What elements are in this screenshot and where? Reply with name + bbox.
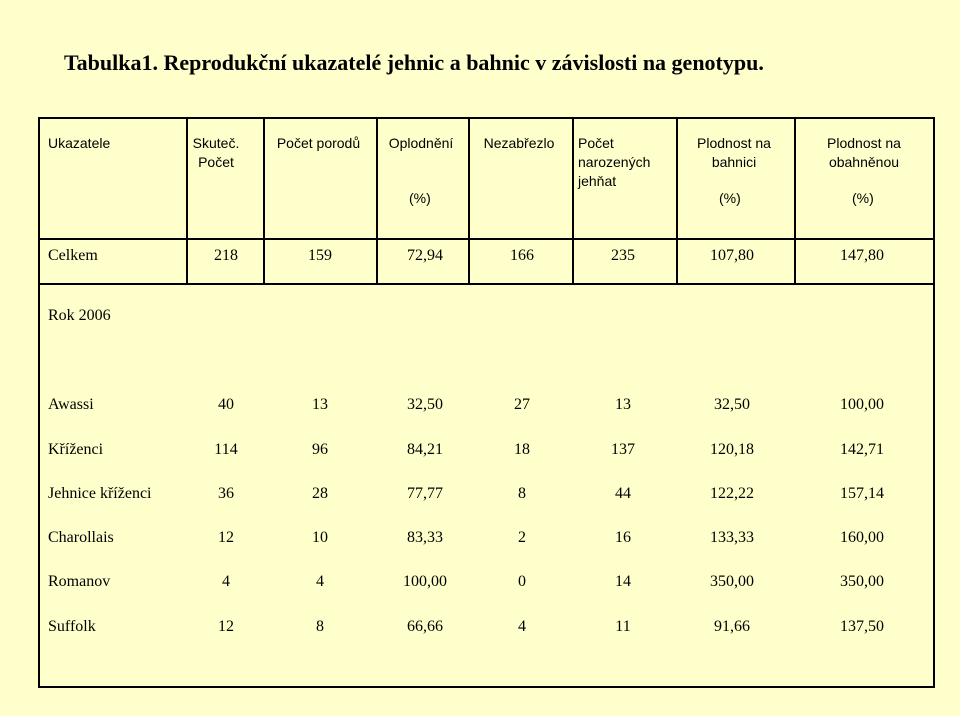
table-cell: 100,00: [840, 396, 884, 413]
header-plodnost-bahnici-line1: Plodnost na: [697, 135, 771, 151]
table-cell: 2: [518, 529, 526, 546]
table-cell: 40: [218, 396, 234, 413]
table-cell: 4: [222, 573, 230, 590]
total-cell: 235: [611, 247, 635, 264]
header-plodnost-bahnici: [675, 134, 793, 172]
year-label: Rok 2006: [48, 307, 111, 324]
table-cell: 28: [312, 485, 328, 502]
table-cell: 10: [312, 529, 328, 546]
table-cell: 137,50: [840, 618, 884, 635]
row-divider: [40, 283, 933, 285]
total-cell: 147,80: [840, 247, 884, 264]
header-oplodneni-unit: (%): [409, 190, 431, 206]
header-skutec-line2: Počet: [198, 154, 234, 170]
header-plodnost-obahnenou: [793, 134, 935, 172]
table-cell: 100,00: [403, 573, 447, 590]
table-cell: 114: [214, 441, 238, 458]
row-label: Suffolk: [48, 618, 96, 635]
table-cell: 0: [518, 573, 526, 590]
header-skutec: [186, 134, 246, 172]
table-cell: 350,00: [710, 573, 754, 590]
header-plodnost-obahnenou-line2: obahněnou: [828, 154, 900, 170]
header-plodnost-bahnici-line2: bahnici: [711, 154, 757, 170]
table-cell: 13: [615, 396, 631, 413]
table-cell: 12: [218, 618, 234, 635]
header-plodnost-bahnici-unit: (%): [719, 190, 741, 206]
row-label: Jehnice kříženci: [48, 485, 152, 502]
table-cell: 96: [312, 441, 328, 458]
table-cell: 83,33: [407, 529, 443, 546]
header-ukazatele: Ukazatele: [48, 135, 111, 151]
total-cell: 166: [510, 247, 534, 264]
table-cell: 16: [615, 529, 631, 546]
table-cell: 66,66: [407, 618, 443, 635]
total-cell: 159: [308, 247, 332, 264]
table-cell: 4: [518, 618, 526, 635]
header-skutec-line1: Skuteč.: [192, 135, 240, 151]
table-cell: 77,77: [407, 485, 443, 502]
row-label: Charollais: [48, 529, 114, 546]
header-narozenych-line2: narozených: [578, 154, 651, 170]
table-cell: 91,66: [714, 618, 750, 635]
table-cell: 14: [615, 573, 631, 590]
table-cell: 350,00: [840, 573, 884, 590]
table-cell: 142,71: [840, 441, 884, 458]
table-cell: 32,50: [714, 396, 750, 413]
row-divider: [40, 238, 933, 240]
table-cell: 18: [514, 441, 530, 458]
header-narozenych-line3: jehňat: [578, 173, 617, 189]
header-nezabrezlo: Nezabřezlo: [483, 135, 555, 151]
total-label: Celkem: [48, 247, 98, 264]
total-cell: 72,94: [407, 247, 443, 264]
table-cell: 157,14: [840, 485, 884, 502]
table-cell: 13: [312, 396, 328, 413]
table-title: Tabulka1. Reprodukční ukazatelé jehnic a bahnic v závislosti na genotypu.: [64, 50, 764, 75]
table-cell: 84,21: [407, 441, 443, 458]
table-cell: 44: [615, 485, 631, 502]
header-plodnost-obahnenou-line1: Plodnost na: [827, 135, 901, 151]
table-cell: 160,00: [840, 529, 884, 546]
table-cell: 120,18: [710, 441, 754, 458]
header-porodu: Počet porodů: [276, 135, 361, 151]
total-cell: 218: [214, 247, 238, 264]
table-cell: 133,33: [710, 529, 754, 546]
header-narozenych: [578, 134, 650, 191]
table-cell: 11: [615, 618, 631, 635]
table-cell: 137: [611, 441, 635, 458]
table-cell: 8: [316, 618, 324, 635]
header-divider: [572, 119, 574, 284]
table-cell: 27: [514, 396, 530, 413]
header-oplodneni: Oplodnění: [388, 135, 454, 151]
table-cell: 8: [518, 485, 526, 502]
row-label: Awassi: [48, 396, 94, 413]
total-cell: 107,80: [710, 247, 754, 264]
table-cell: 122,22: [710, 485, 754, 502]
table-cell: 36: [218, 485, 234, 502]
header-plodnost-obahnenou-unit: (%): [852, 190, 874, 206]
row-label: Romanov: [48, 573, 111, 590]
table-cell: 4: [316, 573, 324, 590]
row-label: Kříženci: [48, 441, 104, 458]
table-cell: 12: [218, 529, 234, 546]
table-cell: 32,50: [407, 396, 443, 413]
header-narozenych-line1: Počet: [578, 135, 614, 151]
